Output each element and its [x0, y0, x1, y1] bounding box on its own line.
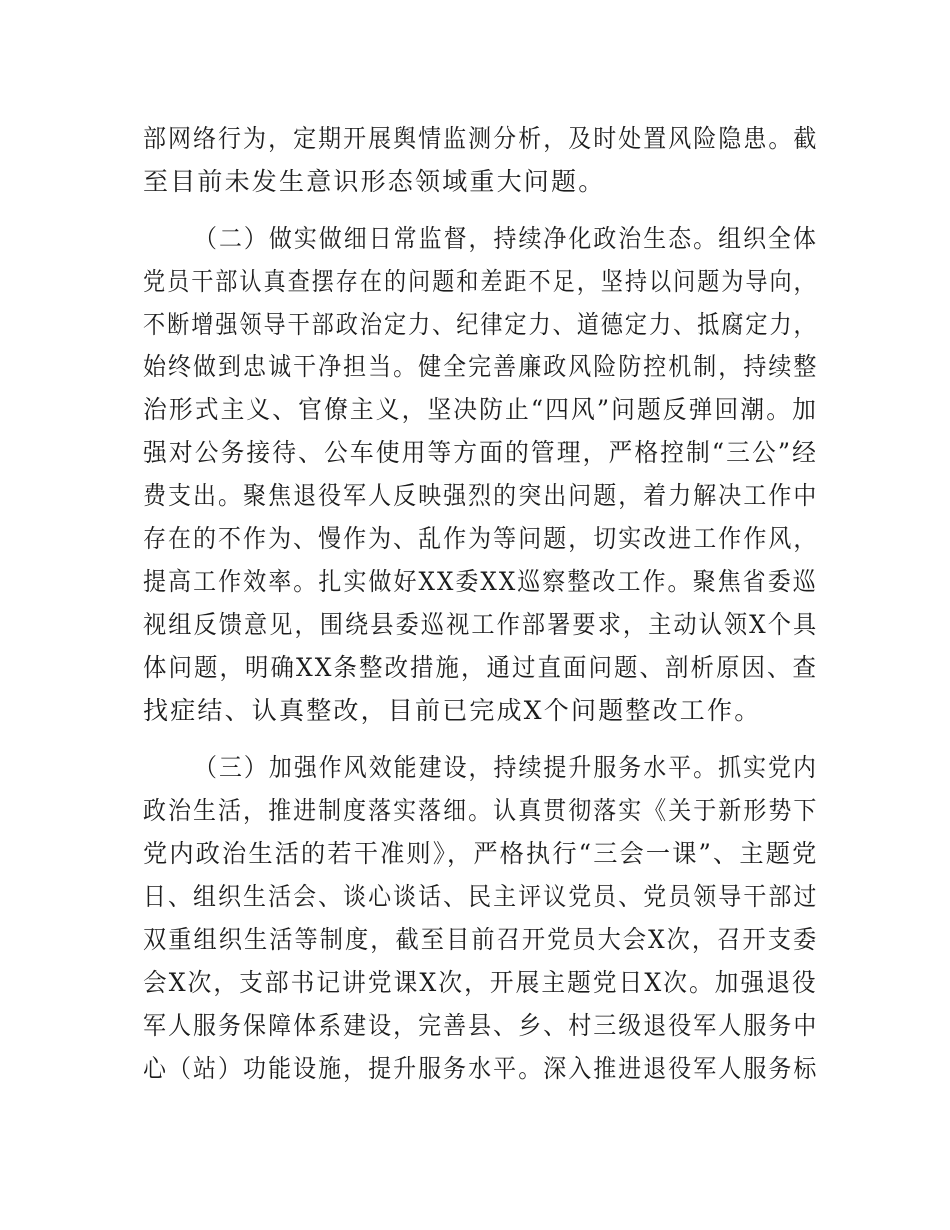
- para-section-2-line-12: 找症结、认真整改，目前已完成X个问题整改工作。: [143, 696, 762, 725]
- para-section-2-line-2: 党员干部认真查摆存在的问题和差距不足，坚持以问题为导向，: [143, 267, 818, 296]
- para-section-2-line-7: 费支出。聚焦退役军人反映强烈的突出问题，着力解决工作中: [143, 481, 819, 510]
- para-section-3-line-2: 政治生活，推进制度落实落细。认真贯彻落实《关于新形势下: [143, 796, 819, 825]
- para-section-2-line-5: 治形式主义、官僚主义，坚决防止“四风”问题反弹回潮。加: [143, 395, 818, 424]
- para-section-3-line-1: （三）加强作风效能建设，持续提升服务水平。抓实党内: [194, 753, 818, 782]
- para-section-2-line-3: 不断增强领导干部政治定力、纪律定力、道德定力、抵腐定力，: [143, 310, 818, 339]
- para-section-3-line-5: 双重组织生活等制度，截至目前召开党员大会X次，召开支委: [143, 925, 819, 954]
- para-continued-line-1: 部网络行为，定期开展舆情监测分析，及时处置风险隐患。截: [143, 124, 819, 153]
- para-continued-line-2: 至目前未发生意识形态领域重大问题。: [143, 167, 606, 196]
- para-section-3-line-8: 心（站）功能设施，提升服务水平。深入推进退役军人服务标: [143, 1054, 819, 1083]
- para-section-2-line-11: 体问题，明确XX条整改措施，通过直面问题、剖析原因、查: [143, 653, 818, 682]
- para-section-3-line-6: 会X次，支部书记讲党课X次，开展主题党日X次。加强退役: [143, 968, 818, 997]
- para-section-2-line-1: （二）做实做细日常监督，持续净化政治生态。组织全体: [194, 224, 818, 253]
- para-section-2-line-9: 提高工作效率。扎实做好XX委XX巡察整改工作。聚焦省委巡: [143, 567, 818, 596]
- para-section-2-line-4: 始终做到忠诚干净担当。健全完善廉政风险防控机制，持续整: [143, 352, 819, 381]
- para-section-2-line-8: 存在的不作为、慢作为、乱作为等问题，切实改进工作作风，: [143, 524, 819, 553]
- para-section-3-line-7: 军人服务保障体系建设，完善县、乡、村三级退役军人服务中: [143, 1011, 819, 1040]
- para-section-3-line-4: 日、组织生活会、谈心谈话、民主评议党员、党员领导干部过: [143, 882, 819, 911]
- para-section-3-line-3: 党内政治生活的若干准则》，严格执行“三会一课”、主题党: [143, 839, 819, 868]
- para-section-2-line-10: 视组反馈意见，围绕县委巡视工作部署要求，主动认领X个具: [143, 610, 819, 639]
- para-section-2-line-6: 强对公务接待、公车使用等方面的管理，严格控制“三公”经: [143, 438, 818, 467]
